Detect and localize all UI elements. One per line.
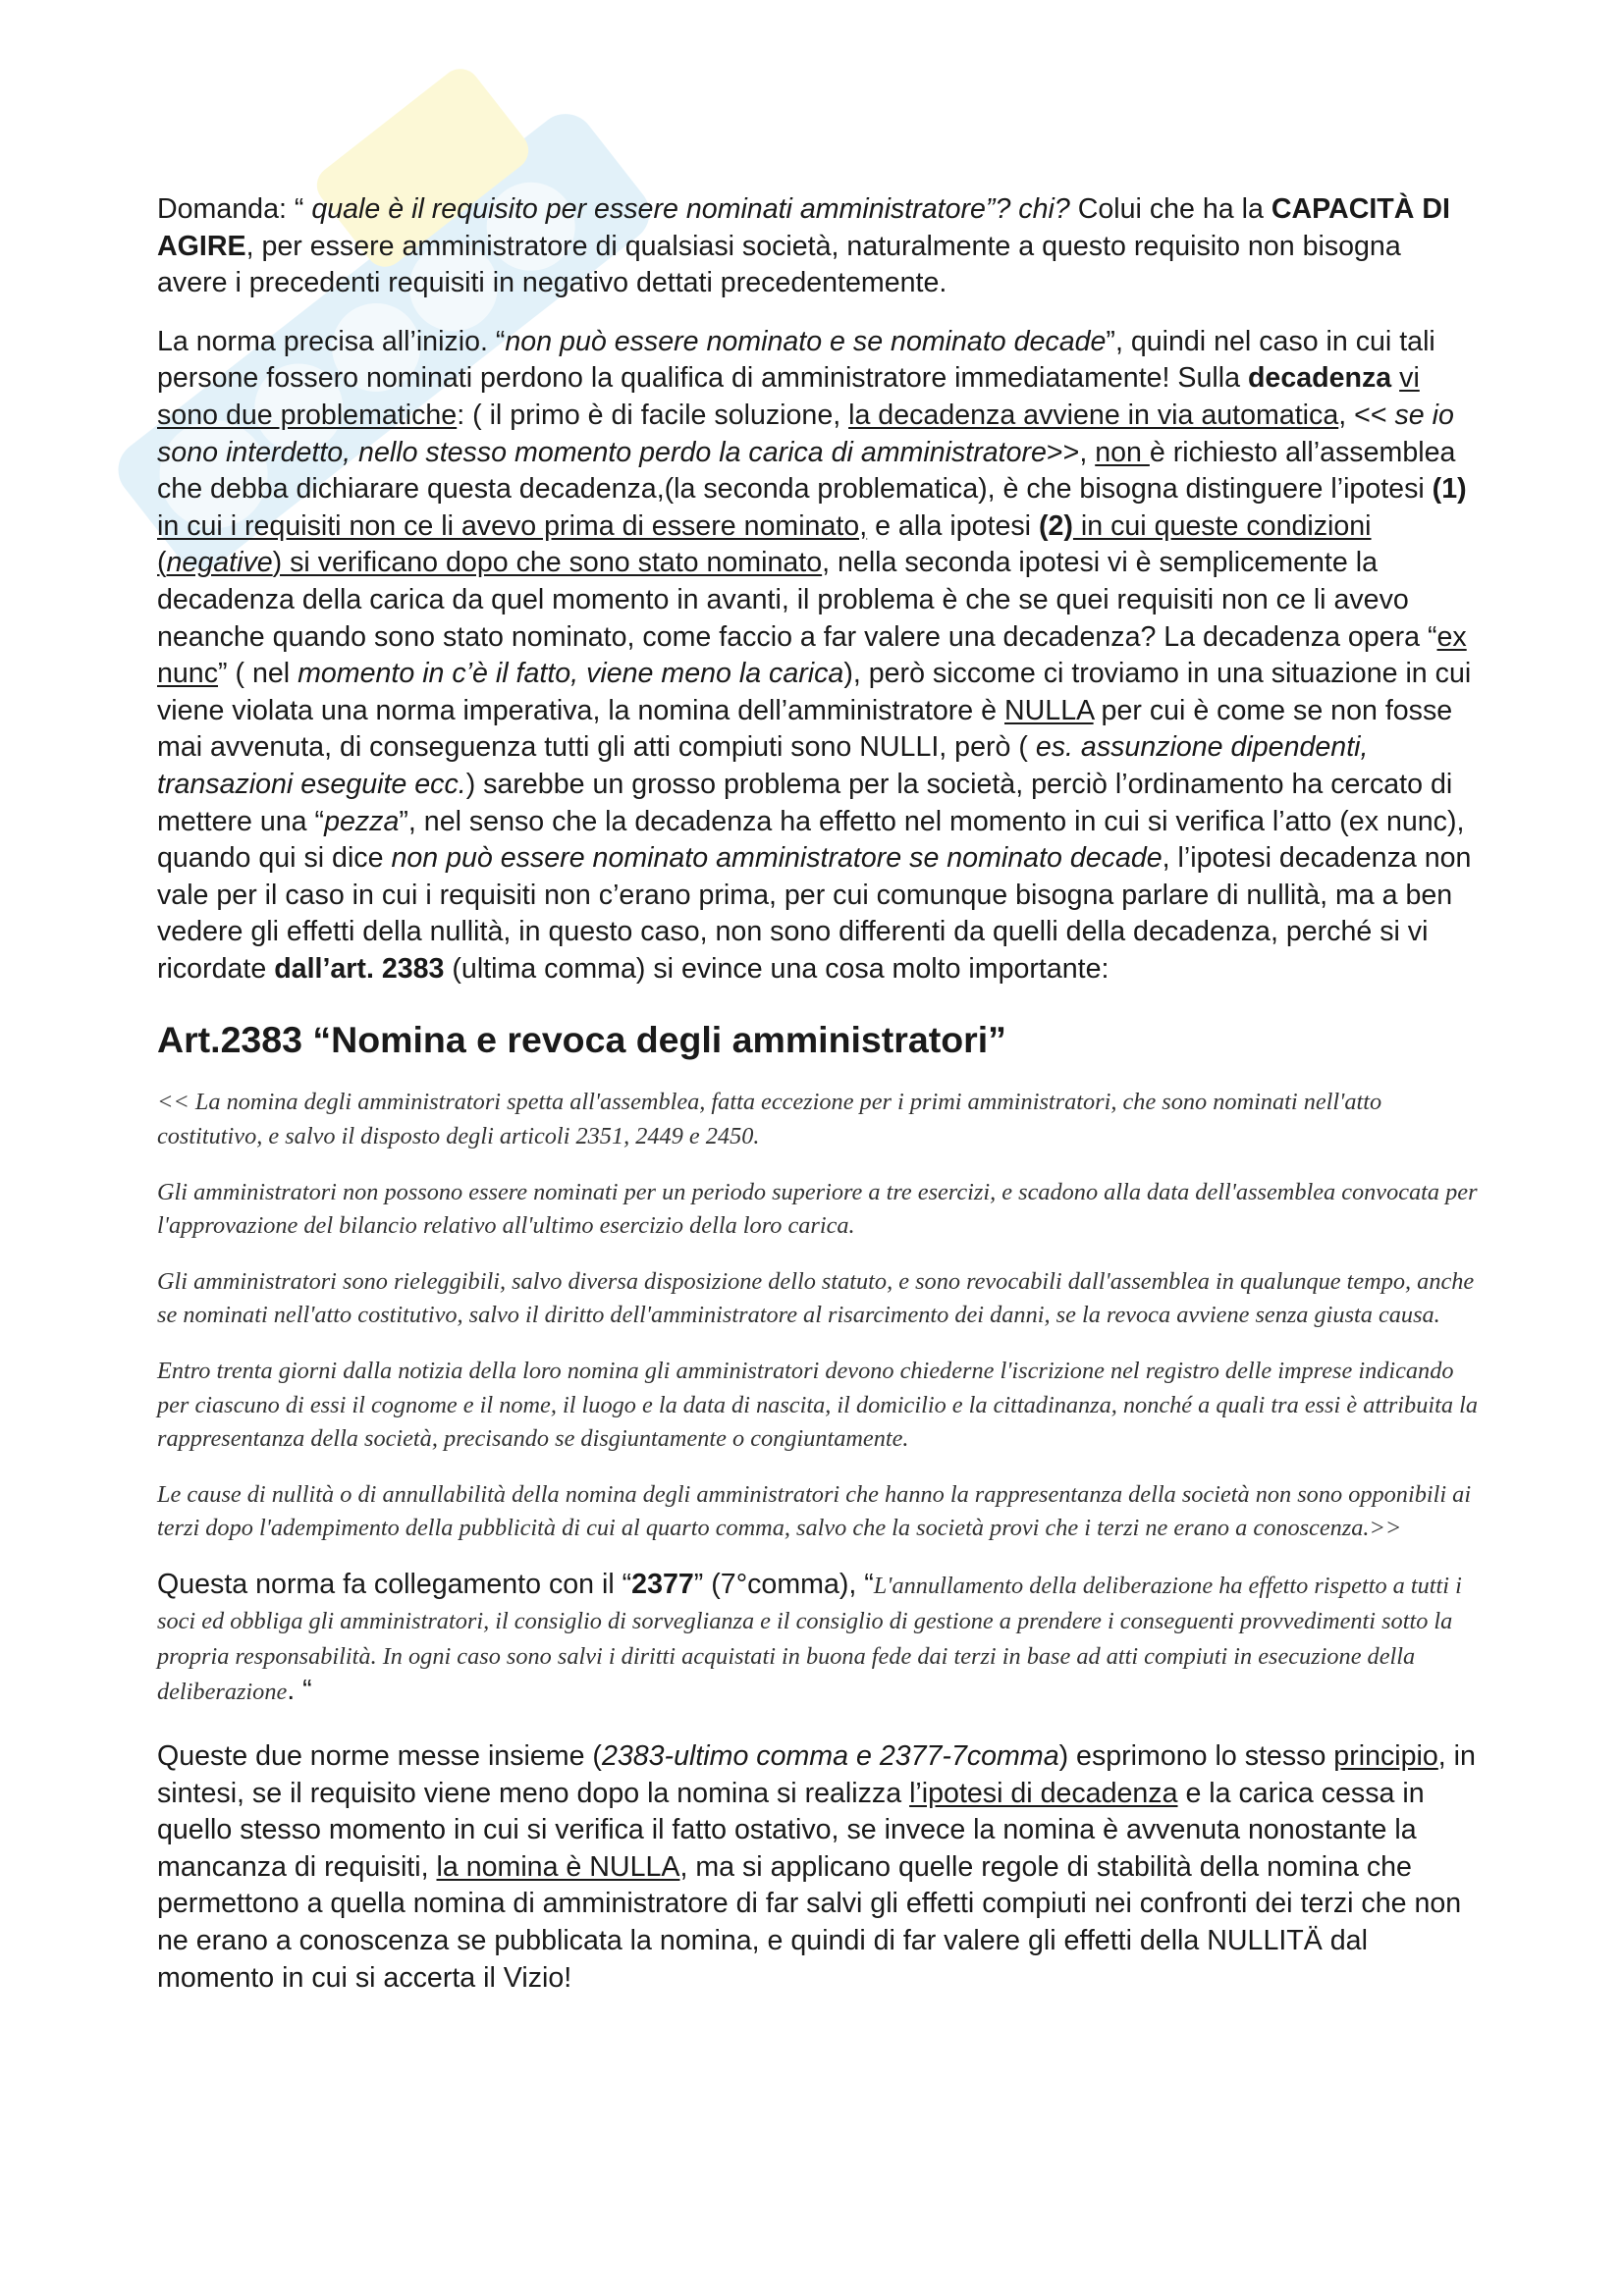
article-heading: Art.2383 “Nomina e revoca degli amministratori” — [157, 1019, 1006, 1061]
article-quote — [157, 1086, 1478, 1546]
quote-paragraph: Le cause di nullità o di annullabilità della nomina degli amministratori che hanno la rappresentanza della società non sono opponibili ai terzi dopo l'adempimento della pubblicità di cui al quarto comma, salvo che la società provi che i terzi ne erano a conoscenza.>> — [157, 1480, 1472, 1542]
paragraph-intro: Domanda: “ quale è il requisito per essere nominati amministratore”? chi? Colui che ha la CAPACITÀ DI AGIRE, per essere amministratore di qualsiasi società, naturalmente a questo requisito non bisogna avere i precedenti requisiti in negativo dettati precedentemente. — [157, 193, 1450, 299]
document-page — [157, 191, 1478, 2018]
paragraph-decadenza: La norma precisa all’inizio. “non può essere nominato e se nominato decade”, quindi nel caso in cui tali persone fossero nominati perdono la qualifica di amministratore immediatamente! Sulla decadenza vi sono due problematiche: ( il primo è di facile soluzione, la decadenza avviene in via automatica, << se io sono interdetto, nello stesso momento perdo la carica di amministratore>>, non è richiesto all’assemblea che debba dichiarare questa decadenza,(la seconda problematica), è che bisogna distinguere l’ipotesi (1) in cui i requisiti non ce li avevo prima di essere nominato, e alla ipotesi (2) in cui queste condizioni (negative) si verificano dopo che sono stato nominato, nella seconda ipotesi vi è semplicemente la decadenza della carica da quel momento in avanti, il problema è che se quei requisiti non ce li avevo neanche quando sono stato nominato, come faccio a far valere una decadenza? La decadenza opera “ex nunc” ( nel momento in c’è il fatto, viene meno la carica), però siccome ci troviamo in una situazione in cui viene violata una norma imperativa, la nomina dell’amministratore è NULLA per cui è come se non fosse mai avvenuta, di conseguenza tutti gli atti compiuti sono NULLI, però ( es. assunzione dipendenti, transazioni eseguite ecc.) sarebbe un grosso problema per la società, perciò l’ordinamento ha cercato di mettere una “pezza”, nel senso che la decadenza ha effetto nel momento in cui si verifica l’atto (ex nunc), quando qui si dice non può essere nominato amministratore se nominato decade, l’ipotesi decadenza non vale per il caso in cui i requisiti non c’erano prima, per cui comunque bisogna parlare di nullità, ma a ben vedere gli effetti della nullità, in questo caso, non sono differenti da quelli della decadenza, perché si vi ricordate dall’art. 2383 (ultima comma) si evince una cosa molto importante: — [157, 325, 1472, 985]
quote-paragraph: << La nomina degli amministratori spetta all'assemblea, fatta eccezione per i primi amministratori, che sono nominati nell'atto costitutivo, e salvo il disposto degli articoli 2351, 2449 e 2450. — [157, 1089, 1382, 1150]
quote-paragraph: Gli amministratori sono rieleggibili, salvo diversa disposizione dello statuto, e sono revocabili dall'assemblea in qualunque tempo, anche se nominati nell'atto costitutivo, salvo il diritto dell'amministratore al risarcimento dei danni, se la revoca avviene senza giusta causa. — [157, 1267, 1475, 1329]
paragraph-2377: Questa norma fa collegamento con il “2377” (7°comma), “L'annullamento della deliberazione ha effetto rispetto a tutti i soci ed obbliga gli amministratori, il consiglio di sorveglianza e il consiglio di gestione a prendere i conseguenti provvedimenti sotto la propria responsabilità. In ogni caso sono salvi i diritti acquistati in buona fede dai terzi in base ad atti compiuti in esecuzione della deliberazione. “ — [157, 1569, 1462, 1706]
paragraph-conclusion: Queste due norme messe insieme (2383-ultimo comma e 2377-7comma) esprimono lo stesso principio, in sintesi, se il requisito viene meno dopo la nomina si realizza l’ipotesi di decadenza e la carica cessa in quello stesso momento in cui si verifica il fatto ostativo, se invece la nomina è avvenuta nonostante la mancanza di requisiti, la nomina è NULLA, ma si applicano quelle regole di stabilità della nomina che permettono a quella nomina di amministratore di far salvi gli effetti compiuti nei confronti dei terzi che non ne erano a conoscenza se pubblicata la nomina, e quindi di far valere gli effetti della NULLITÄ dal momento in cui si accerta il Vizio! — [157, 1740, 1476, 1994]
quote-paragraph: Entro trenta giorni dalla notizia della loro nomina gli amministratori devono chiederne l'iscrizione nel registro delle imprese indicando per ciascuno di essi il cognome e il nome, il luogo e la data di nascita, il domicilio e la cittadinanza, nonché a quali tra essi è attribuita la rappresentanza della società, precisando se disgiuntamente o congiuntamente. — [157, 1358, 1478, 1453]
quote-paragraph: Gli amministratori non possono essere nominati per un periodo superiore a tre esercizi, e scadono alla data dell'assemblea convocata per l'approvazione del bilancio relativo all'ultimo esercizio della loro carica. — [157, 1178, 1478, 1240]
